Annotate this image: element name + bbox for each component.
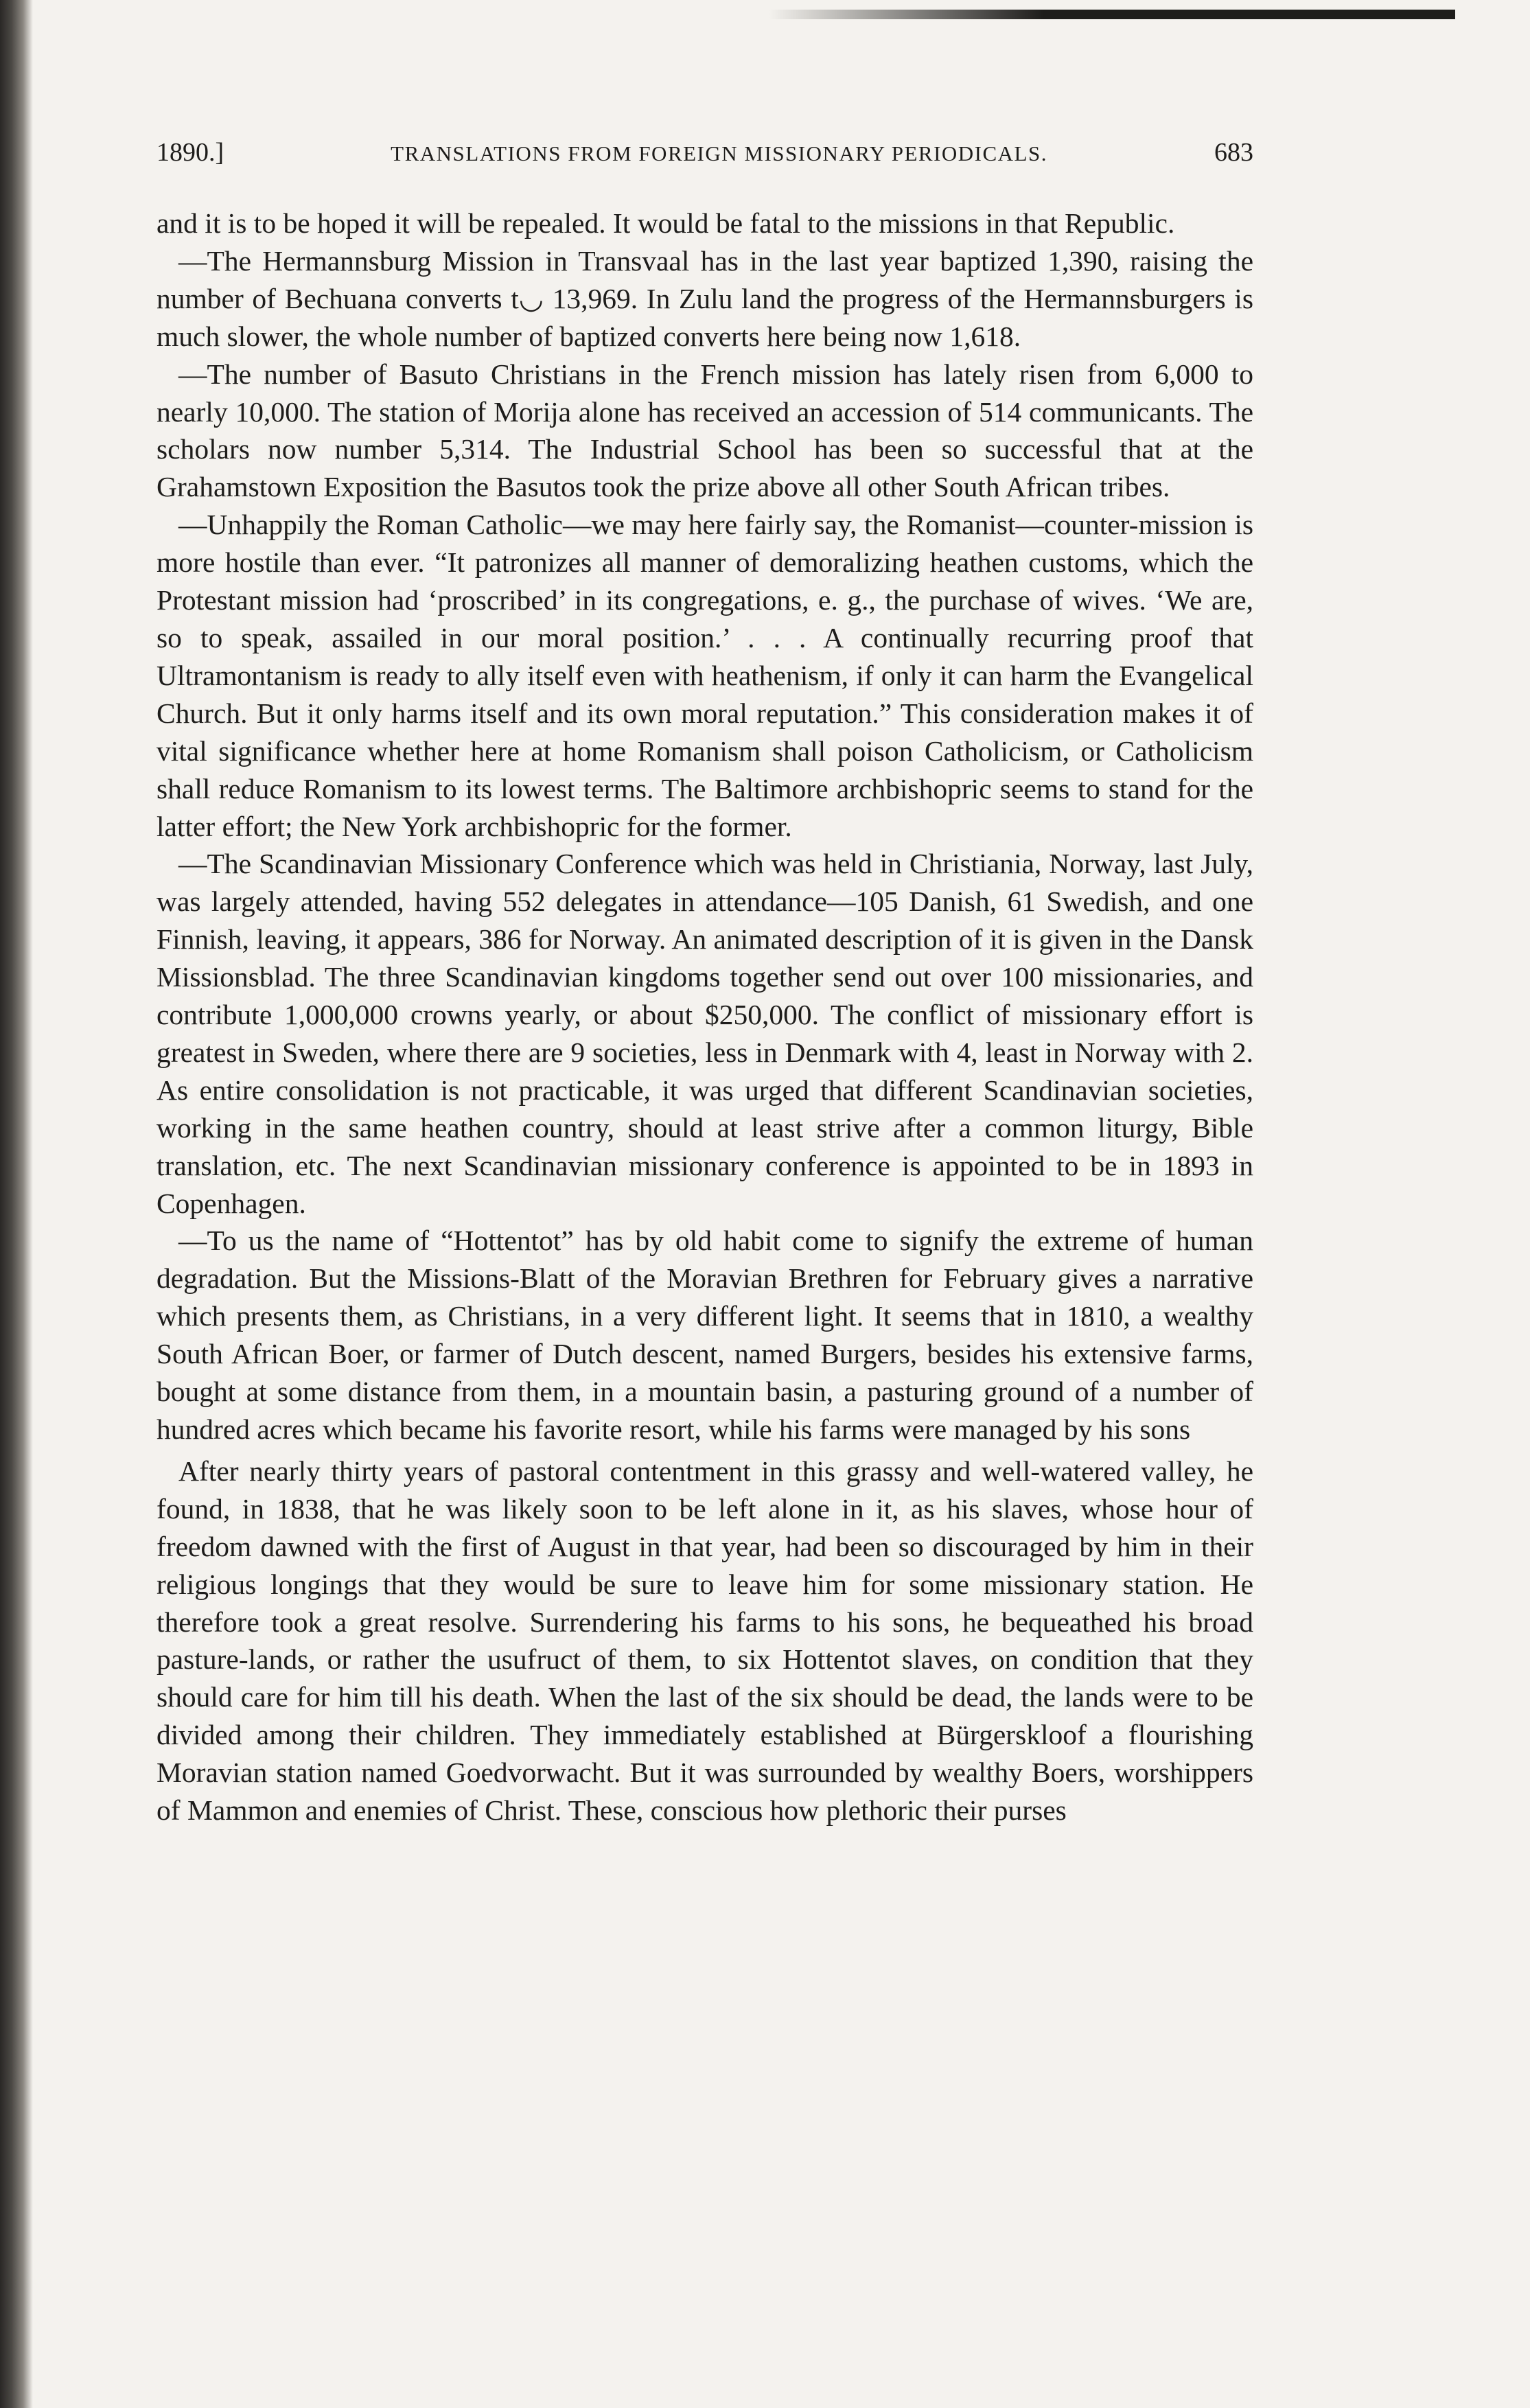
- body-text: [157, 205, 1253, 1829]
- paragraph-hermannsburg: —The Hermannsburg Mission in Transvaal has in the last year baptized 1,390, raising the number of Bechuana converts t◡ 13,969. In Zulu land the progress of the Hermannsburgers is much slower, the whole number of baptized converts here being now 1,618.: [157, 244, 1253, 352]
- paragraph-basuto: —The number of Basuto Christians in the French mission has lately risen from 6,000 to nearly 10,000. The station of Morija alone has received an accession of 514 communicants. The scholars now number 5,314. The Industrial School has been so successful that at the Grahamstown Exposition the Basutos took the prize above all other South African tribes.: [157, 358, 1253, 503]
- book-page: [157, 137, 1253, 1829]
- paragraph-hottentot: —To us the name of “Hottentot” has by old habit come to signify the extreme of human degradation. But the Missions-Blatt of the Moravian Brethren for February gives a narrative which presents them, as Christians, in a very different light. It seems that in 1810, a wealthy South African Boer, or farmer of Dutch descent, named Burgers, besides his extensive farms, bought at some distance from them, in a mountain basin, a pasturing ground of a number of hundred acres which became his favorite resort, while his farms were managed by his sons: [157, 1225, 1253, 1445]
- running-header: [157, 137, 1253, 167]
- scan-edge-mark: [769, 10, 1455, 19]
- paragraph-roman-catholic: —Unhappily the Roman Catholic—we may here fairly say, the Romanist—counter-mission is more hostile than ever. “It patronizes all manner of demoralizing heathen customs, which the Protestant mission had ‘proscribed’ in its congregations, e. g., the purchase of wives. ‘We are, so to speak, assailed in our moral position.’ . . . A continually recurring proof that Ultramontanism is ready to ally itself even with heathenism, if only it can harm the Evangelical Church. But it only harms itself and its own moral reputation.” This consideration makes it of vital significance whether here at home Romanism shall poison Catholicism, or Catholicism shall reduce Romanism to its lowest terms. The Baltimore archbishopric seems to stand for the latter effort; the New York archbishopric for the former.: [157, 509, 1253, 842]
- paragraph-continued: and it is to be hoped it will be repealed. It would be fatal to the missions in that Republic.: [157, 207, 1175, 239]
- header-title: TRANSLATIONS FROM FOREIGN MISSIONARY PERIODICALS.: [391, 141, 1047, 165]
- book-binding-shadow: [0, 0, 33, 2408]
- header-year: 1890.]: [157, 138, 224, 167]
- page-number: 683: [1214, 138, 1253, 167]
- paragraph-scandinavian: —The Scandinavian Missionary Conference which was held in Christiania, Norway, last July, was largely attended, having 552 delegates in attendance—105 Danish, 61 Swedish, and one Finnish, leaving, it appears, 386 for Norway. An animated description of it is given in the Dansk Missionsblad. The three Scandinavian kingdoms together send out over 100 missionaries, and contribute 1,000,000 crowns yearly, or about $250,000. The conflict of missionary effort is greatest in Sweden, where there are 9 societies, less in Denmark with 4, least in Norway with 2. As entire consolidation is not practicable, it was urged that different Scandinavian societies, working in the same heathen country, should at least strive after a common liturgy, Bible translation, etc. The next Scandinavian missionary conference is appointed to be in 1893 in Copenhagen.: [157, 848, 1253, 1219]
- paragraph-burgers: After nearly thirty years of pastoral contentment in this grassy and well-watered valley, he found, in 1838, that he was likely soon to be left alone in it, as his slaves, whose hour of freedom dawned with the first of August in that year, had been so discouraged by him in their religious longings that they would be sure to leave him for some missionary station. He therefore took a great resolve. Surrendering his farms to his sons, he bequeathed his broad pasture-lands, or rather the usufruct of them, to six Hottentot slaves, on condition that they should care for him till his death. When the last of the six should be dead, the lands were to be divided among their children. They immediately established at Bürgerskloof a flourishing Moravian station named Goedvorwacht. But it was surrounded by wealthy Boers, worshippers of Mammon and enemies of Christ. These, conscious how plethoric their purses: [157, 1455, 1253, 1827]
